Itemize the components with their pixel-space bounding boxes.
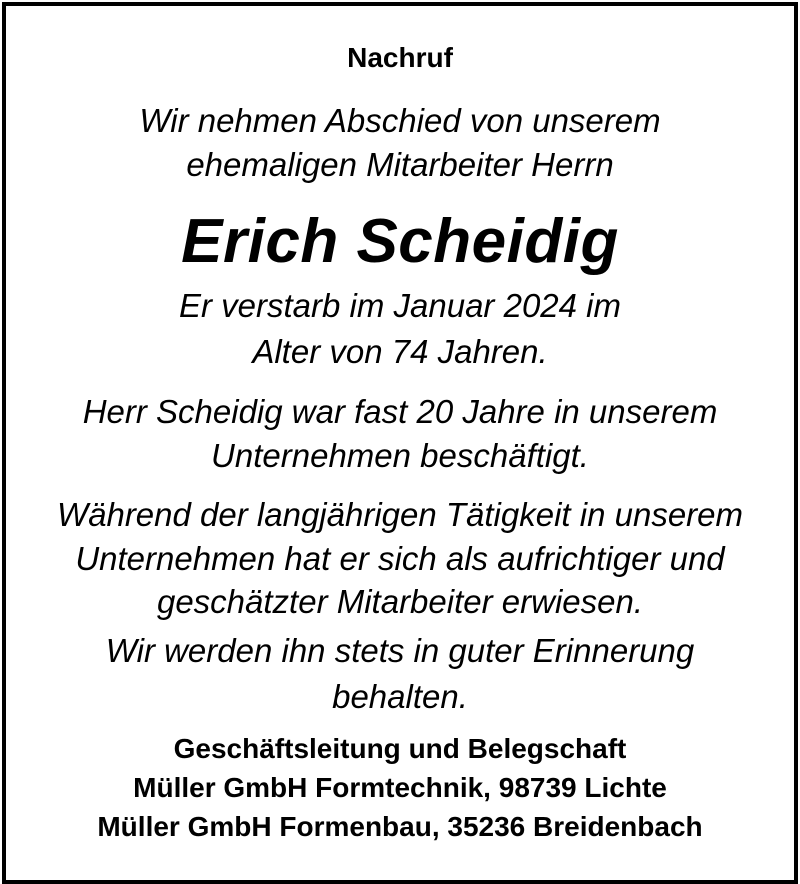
tribute-line-2: Unternehmen hat er sich als aufrichtiger und <box>75 540 725 577</box>
deceased-name: Erich Scheidig <box>181 207 619 276</box>
intro-line-1: Wir nehmen Abschied von unserem <box>139 102 661 139</box>
tribute-line-1: Während der langjährigen Tätigkeit in unserem <box>56 496 744 533</box>
signature-line-2: Müller GmbH Formtechnik, 98739 Lichte <box>133 772 667 803</box>
employment-line-1: Herr Scheidig war fast 20 Jahre in unserem <box>82 393 718 430</box>
remembrance-line-1: Wir werden ihn stets in guter Erinnerung <box>105 632 695 669</box>
death-line-2: Alter von 74 Jahren. <box>252 333 548 370</box>
notice-heading: Nachruf <box>347 42 453 73</box>
death-line-1: Er verstarb im Januar 2024 im <box>178 287 621 324</box>
signature-line-1: Geschäftsleitung und Belegschaft <box>173 733 627 764</box>
tribute-line-3: geschätzter Mitarbeiter erwiesen. <box>156 583 644 620</box>
intro-line-2: ehemaligen Mitarbeiter Herrn <box>186 146 614 183</box>
employment-line-2: Unternehmen beschäftigt. <box>211 437 589 474</box>
signature-line-3: Müller GmbH Formenbau, 35236 Breidenbach <box>97 811 703 842</box>
remembrance-line-2: behalten. <box>332 678 468 715</box>
